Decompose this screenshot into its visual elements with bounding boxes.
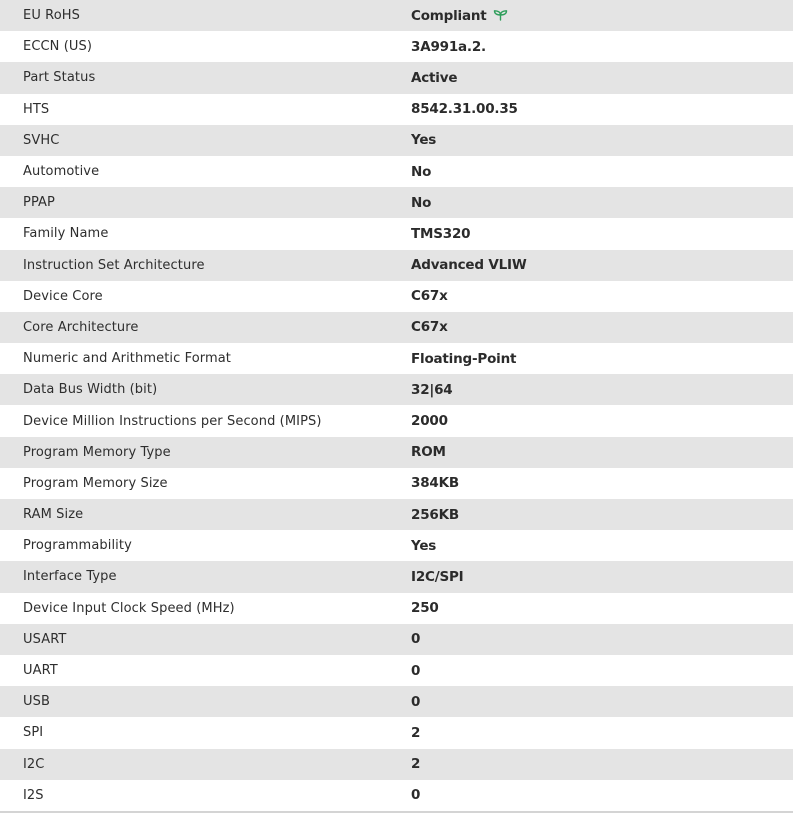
spec-value: 250 — [411, 600, 439, 617]
spec-row-spi — [0, 717, 793, 748]
spec-value: 8542.31.00.35 — [411, 101, 518, 118]
spec-row-i2c — [0, 749, 793, 780]
spec-value: TMS320 — [411, 225, 471, 242]
spec-label: Core Architecture — [23, 319, 139, 335]
spec-label: RAM Size — [23, 507, 84, 523]
spec-value: Floating-Point — [411, 350, 517, 367]
spec-value: Yes — [411, 132, 437, 149]
spec-label: Instruction Set Architecture — [23, 257, 205, 273]
spec-value: No — [411, 163, 432, 180]
spec-label: ECCN (US) — [23, 39, 93, 55]
spec-label: PPAP — [23, 195, 55, 211]
spec-value: C67x — [411, 319, 448, 336]
spec-row-device-core — [0, 281, 793, 312]
spec-value: C67x — [411, 288, 448, 305]
spec-label: Data Bus Width (bit) — [23, 382, 158, 398]
spec-row-instruction-set-architecture — [0, 250, 793, 281]
spec-value: No — [411, 194, 432, 211]
spec-value: 384KB — [411, 475, 459, 492]
spec-label: Program Memory Size — [23, 475, 168, 491]
spec-value: 32|64 — [411, 381, 453, 398]
spec-label: USB — [23, 694, 50, 710]
spec-label: Part Status — [23, 70, 96, 86]
spec-row-program-memory-size — [0, 468, 793, 499]
spec-value: 0 — [411, 662, 421, 679]
spec-value: Advanced VLIW — [411, 257, 527, 274]
spec-value: Yes — [411, 537, 437, 554]
spec-row-core-architecture — [0, 312, 793, 343]
spec-label: SPI — [23, 725, 44, 741]
spec-row-eccn-us — [0, 31, 793, 62]
spec-row-svhc — [0, 125, 793, 156]
spec-value: 0 — [411, 787, 421, 804]
spec-label: UART — [23, 663, 58, 679]
spec-value: 256KB — [411, 506, 459, 523]
spec-row-uart — [0, 655, 793, 686]
spec-label: Device Million Instructions per Second (MIPS) — [23, 413, 322, 429]
spec-row-automotive — [0, 156, 793, 187]
spec-label: Program Memory Type — [23, 444, 171, 460]
spec-row-program-memory-type — [0, 437, 793, 468]
spec-label: Automotive — [23, 164, 100, 180]
spec-value: 3A991a.2. — [411, 38, 486, 55]
spec-value: 2000 — [411, 413, 448, 430]
spec-label: Device Core — [23, 288, 103, 304]
spec-label: I2S — [23, 787, 44, 803]
spec-label: HTS — [23, 101, 50, 117]
spec-value: 0 — [411, 631, 421, 648]
spec-value: ROM — [411, 444, 446, 461]
spec-row-i2s — [0, 780, 793, 811]
spec-row-device-mips — [0, 405, 793, 436]
spec-row-data-bus-width — [0, 374, 793, 405]
spec-label: Family Name — [23, 226, 109, 242]
spec-row-interface-type — [0, 561, 793, 592]
spec-label: I2C — [23, 756, 45, 772]
spec-label: Device Input Clock Speed (MHz) — [23, 600, 235, 616]
spec-label: Numeric and Arithmetic Format — [23, 351, 231, 367]
spec-value: 2 — [411, 756, 421, 773]
spec-value-cell — [411, 0, 793, 31]
leaf-icon — [493, 9, 508, 21]
spec-row-part-status — [0, 62, 793, 93]
spec-row-ppap — [0, 187, 793, 218]
spec-label: EU RoHS — [23, 8, 80, 24]
spec-row-usart — [0, 624, 793, 655]
spec-value: 0 — [411, 693, 421, 710]
spec-value: Active — [411, 69, 458, 86]
spec-label: Programmability — [23, 538, 132, 554]
spec-row-numeric-format — [0, 343, 793, 374]
spec-label: USART — [23, 631, 67, 647]
spec-value: Compliant — [411, 7, 487, 24]
spec-row-ram-size — [0, 499, 793, 530]
spec-row-family-name — [0, 218, 793, 249]
spec-row-eu-rohs — [0, 0, 793, 31]
spec-label: Interface Type — [23, 569, 117, 585]
spec-label: SVHC — [23, 132, 60, 148]
spec-value: I2C/SPI — [411, 568, 464, 585]
spec-row-clock-speed — [0, 593, 793, 624]
spec-row-hts — [0, 94, 793, 125]
spec-row-programmability — [0, 530, 793, 561]
spec-value: 2 — [411, 724, 421, 741]
spec-row-usb — [0, 686, 793, 717]
